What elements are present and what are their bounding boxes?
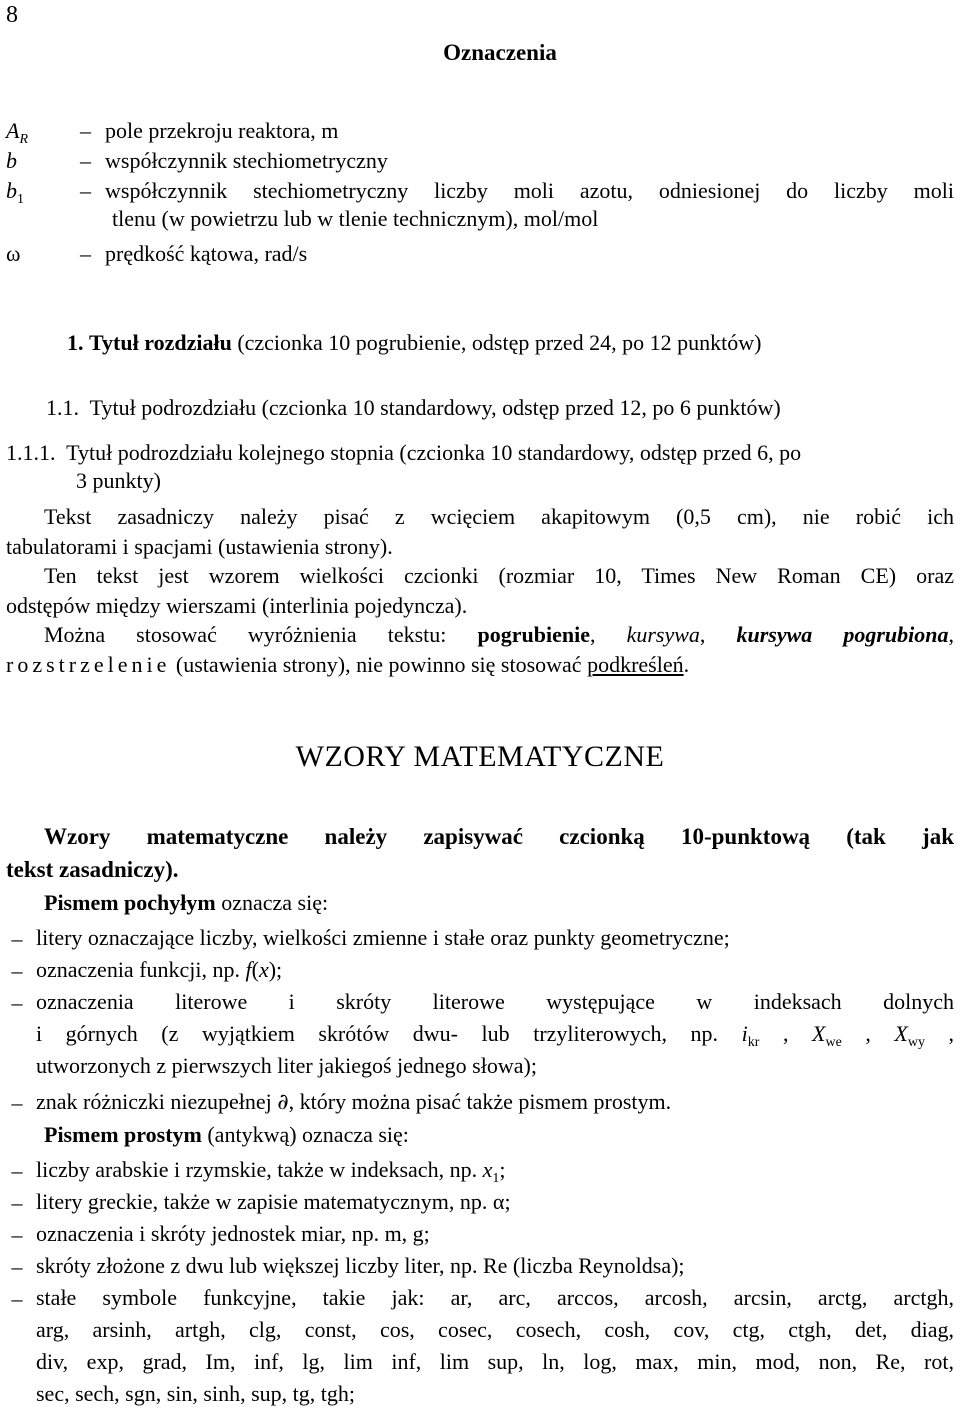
symbol: A <box>6 118 20 143</box>
heading-bold-text: Tytuł rozdziału <box>89 330 232 355</box>
heading-text: Tytuł podrozdziału (czcionka 10 standardowy, odstęp przed 12, po 6 punktów) <box>89 395 781 420</box>
symbol-description: prędkość kątowa, rad/s <box>105 241 308 266</box>
math-subscript: wy <box>907 1035 925 1050</box>
text-plain: , <box>924 1021 955 1046</box>
paragraph-emphasis-cont <box>6 652 689 678</box>
math-variable: x <box>258 957 269 982</box>
prostym-bold: Pismem prostym <box>44 1122 202 1147</box>
text-underline-sample: podkreśleń <box>587 652 684 677</box>
symbol-row <box>6 178 24 208</box>
list-dash: – <box>11 1286 23 1311</box>
list-item-text: stałe symbole funkcyjne, takie jak: ar, arc, arccos, arcosh, arcsin, arctg, arctgh, <box>36 1285 954 1310</box>
list-item-text <box>36 954 954 986</box>
heading-level2-sample <box>46 395 781 421</box>
symbol-description: pole przekroju reaktora, m <box>105 118 339 143</box>
list-item-text: sec, sech, sgn, sin, sinh, sup, tg, tgh; <box>36 1381 355 1406</box>
symbol-subscript: 1 <box>17 192 24 207</box>
math-variable: x <box>482 1157 493 1182</box>
math-variable: X <box>894 1021 908 1046</box>
list-dash: – <box>11 1190 23 1215</box>
list-item-text: utworzonych z pierwszych liter jakiegoś jednego słowa); <box>36 1053 537 1078</box>
math-function: f <box>245 957 252 982</box>
symbol-row <box>6 118 28 148</box>
section-title-wzory: WZORY MATEMATYCZNE <box>295 740 665 773</box>
text-plain: , <box>948 622 955 647</box>
list-item-text: div, exp, grad, Im, inf, lg, lim inf, lim sup, ln, log, max, min, mod, non, Re, rot, <box>36 1349 954 1374</box>
page-number: 8 <box>6 2 18 28</box>
text-plain: , <box>759 1021 812 1046</box>
prostym-heading <box>44 1122 409 1148</box>
symbol-dash: – <box>80 241 91 266</box>
paragraph-emphasis <box>44 622 954 648</box>
pochyly-bold: Pismem pochyłym <box>44 890 216 915</box>
list-item-text: litery greckie, także w zapisie matematycznym, np. α; <box>36 1189 511 1214</box>
heading-level3-cont: 3 punkty) <box>76 468 161 493</box>
list-item-text: oznaczenia literowe i skróty literowe występujące w indeksach dolnych <box>36 989 954 1014</box>
text-italic-sample: kursywa <box>626 622 700 647</box>
wzory-intro-line: tekst zasadniczy). <box>6 857 179 882</box>
list-item-text <box>36 1086 954 1119</box>
paragraph-line: Tekst zasadniczy należy pisać z wcięciem akapitowym (0,5 cm), nie robić ich <box>44 504 954 529</box>
heading-level3-sample <box>6 440 956 466</box>
list-dash: – <box>11 958 23 983</box>
math-subscript: we <box>825 1035 842 1050</box>
list-item-text: litery oznaczające liczby, wielkości zmienne i stałe oraz punkty geometryczne; <box>36 925 730 950</box>
text-plain: oznaczenia funkcji, np. <box>36 957 246 982</box>
heading-text: Tytuł podrozdziału kolejnego stopnia (czcionka 10 standardowy, odstęp przed 6, po <box>66 440 802 465</box>
text-bold-sample: pogrubienie <box>477 622 590 647</box>
section-heading-oznaczenia: Oznaczenia <box>443 40 557 65</box>
symbol-description-cont: tlenu (w powietrzu lub w tlenie technicznym), mol/mol <box>112 206 599 231</box>
pochyly-heading <box>44 890 328 916</box>
text-plain: ; <box>499 1157 506 1182</box>
symbol-description: współczynnik stechiometryczny liczby moli azotu, odniesionej do liczby moli <box>105 178 954 203</box>
math-subscript: 1 <box>492 1171 500 1186</box>
list-item-text: arg, arsinh, artgh, clg, const, cos, cosec, cosech, cosh, cov, ctg, ctgh, det, diag, <box>36 1317 954 1342</box>
text-bold-italic-sample: kursywa pogrubiona <box>736 622 949 647</box>
prostym-rest: (antykwą) oznacza się: <box>201 1122 409 1147</box>
symbol-dash: – <box>80 178 91 203</box>
symbol-row: b <box>6 148 17 173</box>
symbol-row: ω <box>6 241 21 266</box>
symbol-dash: – <box>80 148 91 173</box>
text-plain: i górnych (z wyjątkiem skrótów dwu- lub trzyliterowych, np. <box>36 1021 742 1046</box>
text-plain: ( <box>251 957 259 982</box>
paragraph-line: tabulatorami i spacjami (ustawienia strony). <box>6 534 393 559</box>
symbol: b <box>6 178 17 203</box>
math-variable: X <box>812 1021 826 1046</box>
symbol-subscript: R <box>19 132 29 147</box>
heading-number: 1.1. <box>46 395 79 420</box>
pochyly-rest: oznacza się: <box>215 890 329 915</box>
text-plain: (ustawienia strony), nie powinno się stosować <box>170 652 588 677</box>
heading-rest: (czcionka 10 pogrubienie, odstęp przed 24, po 12 punktów) <box>231 330 762 355</box>
math-subscript: kr <box>747 1035 760 1050</box>
paragraph-line: odstępów między wierszami (interlinia pojedyncza). <box>6 593 468 618</box>
list-dash: – <box>11 1222 23 1247</box>
wzory-intro-line: Wzory matematyczne należy zapisywać czcionką 10-punktową (tak jak <box>44 824 954 849</box>
list-dash: – <box>11 990 23 1015</box>
list-dash: – <box>11 1090 23 1115</box>
partial-derivative-symbol: ∂ <box>277 1090 289 1115</box>
text-plain: , <box>589 622 627 647</box>
text-plain: znak różniczki niezupełnej <box>36 1089 278 1114</box>
paragraph-line: Ten tekst jest wzorem wielkości czcionki (rozmiar 10, Times New Roman CE) oraz <box>44 563 954 588</box>
list-dash: – <box>11 1254 23 1279</box>
text-plain: , który można pisać także pismem prostym. <box>288 1089 672 1114</box>
list-dash: – <box>11 926 23 951</box>
symbol-dash: – <box>80 118 91 143</box>
text-plain: ); <box>268 957 283 982</box>
text-plain: , <box>841 1021 895 1046</box>
text-spaced-sample: rozstrzelenie <box>6 652 171 677</box>
symbol-description: współczynnik stechiometryczny <box>105 148 388 173</box>
list-dash: – <box>11 1158 23 1183</box>
heading-number: 1.1.1. <box>6 440 56 465</box>
list-item-text: oznaczenia i skróty jednostek miar, np. m, g; <box>36 1221 430 1246</box>
heading-level1-sample <box>67 330 762 356</box>
math-variable: i <box>741 1021 748 1046</box>
text-plain: , <box>699 622 737 647</box>
text-plain: Można stosować wyróżnienia tekstu: <box>44 622 478 647</box>
text-plain: . <box>683 652 690 677</box>
heading-number: 1. <box>67 330 84 355</box>
list-item-text: skróty złożone z dwu lub większej liczby liter, np. Re (liczba Reynoldsa); <box>36 1253 685 1278</box>
text-plain: liczby arabskie i rzymskie, także w indeksach, np. <box>36 1157 483 1182</box>
